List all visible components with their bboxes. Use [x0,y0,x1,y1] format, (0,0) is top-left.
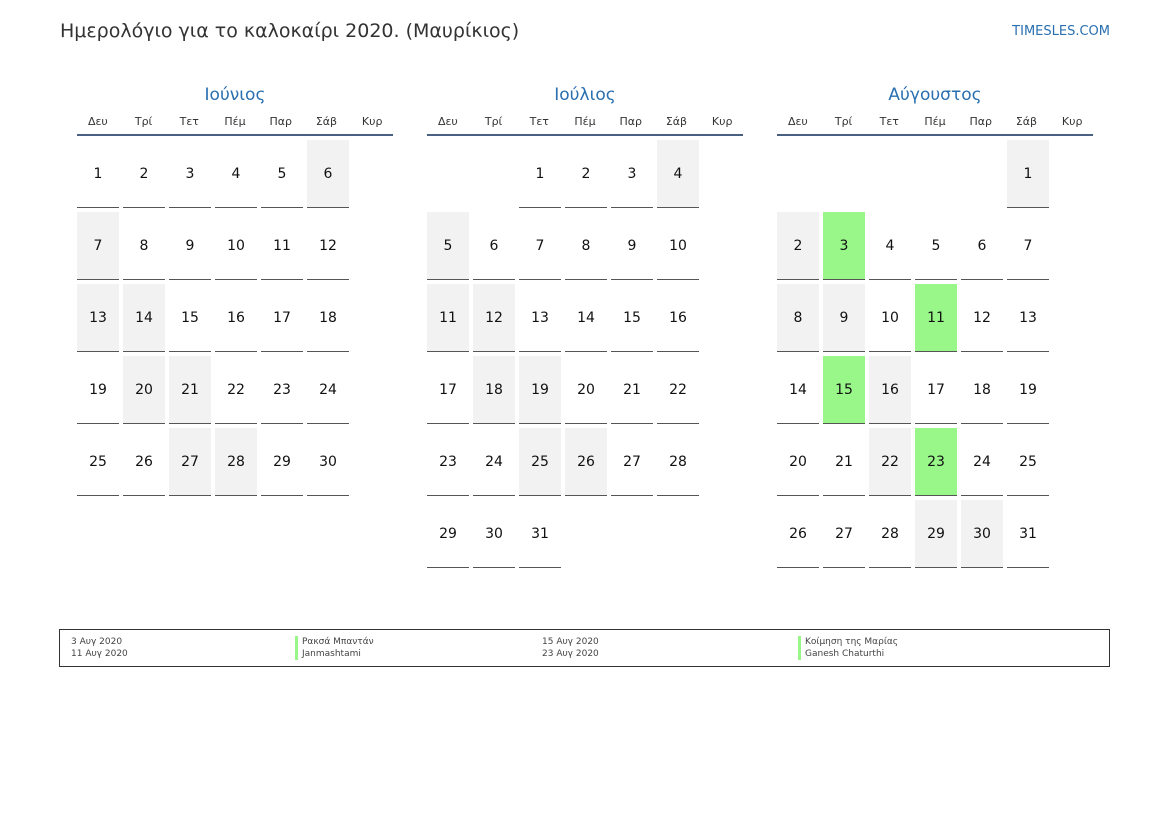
day-cell: 29 [261,428,303,496]
day-cell: 13 [77,284,119,352]
weekday-label: Τετ [879,114,899,128]
weekday-label: Τετ [179,114,199,128]
weekday-label: Παρ [269,114,292,128]
day-cell: 12 [473,284,515,352]
day-cell: 5 [427,212,469,280]
weekday-label: Δευ [787,114,808,128]
day-cell: 29 [427,500,469,568]
day-cell: 20 [777,428,819,496]
legend-date: 23 Αυγ 2020 [542,649,599,659]
day-cell: 21 [823,428,865,496]
day-cell: 3 [169,140,211,208]
day-cell: 17 [261,284,303,352]
legend-date: 15 Αυγ 2020 [542,637,599,647]
day-cell: 7 [519,212,561,280]
day-cell: 27 [823,500,865,568]
day-cell: 12 [961,284,1003,352]
weekday-header [427,108,743,136]
legend-holiday-name: Ρακσά Μπαντάν [295,636,374,648]
day-cell: 1 [1007,140,1049,208]
weekday-label: Δευ [87,114,108,128]
day-cell: 14 [777,356,819,424]
day-cell: 7 [1007,212,1049,280]
month-name: Ιούνιος [204,85,266,105]
day-cell: 23 [427,428,469,496]
day-cell: 16 [657,284,699,352]
legend-names-col-1 [295,636,374,660]
day-cell: 15 [169,284,211,352]
day-cell: 14 [565,284,607,352]
weekday-label: Παρ [619,114,642,128]
day-cell: 7 [77,212,119,280]
day-grid [427,140,743,568]
day-cell: 16 [869,356,911,424]
legend-date: 3 Αυγ 2020 [71,637,123,647]
day-cell: 30 [473,500,515,568]
day-cell: 26 [565,428,607,496]
day-cell: 21 [611,356,653,424]
day-cell: 2 [123,140,165,208]
site-link[interactable]: TIMESLES.COM [1012,24,1110,39]
day-cell: 22 [657,356,699,424]
legend-holiday-name: Janmashtami [295,648,374,660]
day-cell: 20 [123,356,165,424]
day-cell: 6 [473,212,515,280]
day-cell: 30 [307,428,349,496]
day-cell: 27 [169,428,211,496]
holiday-legend [59,629,1110,667]
day-cell: 22 [869,428,911,496]
day-cell: 10 [657,212,699,280]
day-cell: 24 [961,428,1003,496]
day-cell: 1 [77,140,119,208]
day-cell: 18 [961,356,1003,424]
weekday-label: Πέμ [924,114,946,128]
weekday-label: Τρί [834,114,853,128]
day-cell: 25 [77,428,119,496]
day-cell: 28 [215,428,257,496]
weekday-label: Κυρ [361,114,383,128]
day-cell: 10 [215,212,257,280]
holiday-day-cell: 3 [823,212,865,280]
day-cell: 18 [473,356,515,424]
day-cell: 19 [1007,356,1049,424]
holiday-day-cell: 11 [915,284,957,352]
empty-cell [869,140,911,208]
weekday-label: Τρί [484,114,503,128]
day-cell: 16 [215,284,257,352]
day-cell: 9 [169,212,211,280]
weekday-label: Σάβ [665,114,688,128]
day-cell: 23 [261,356,303,424]
day-cell: 31 [519,500,561,568]
day-cell: 5 [915,212,957,280]
day-cell: 25 [519,428,561,496]
month-name: Αύγουστος [888,85,982,105]
day-cell: 8 [777,284,819,352]
holiday-day-cell: 15 [823,356,865,424]
day-cell: 4 [657,140,699,208]
day-cell: 2 [565,140,607,208]
day-cell: 20 [565,356,607,424]
legend-holiday-name: Κοίμηση της Μαρίας [798,636,898,648]
day-cell: 28 [657,428,699,496]
empty-cell [427,140,469,208]
day-cell: 11 [427,284,469,352]
day-cell: 31 [1007,500,1049,568]
weekday-label: Κυρ [711,114,733,128]
holiday-day-cell: 23 [915,428,957,496]
day-cell: 25 [1007,428,1049,496]
day-cell: 28 [869,500,911,568]
day-cell: 9 [823,284,865,352]
weekday-label: Πέμ [224,114,246,128]
weekday-label: Πέμ [574,114,596,128]
day-cell: 8 [123,212,165,280]
day-cell: 12 [307,212,349,280]
empty-cell [915,140,957,208]
legend-dates-col-1 [71,636,128,660]
empty-cell [777,140,819,208]
day-cell: 22 [215,356,257,424]
day-cell: 29 [915,500,957,568]
weekday-label: Κυρ [1061,114,1083,128]
day-cell: 24 [307,356,349,424]
month-name: Ιούλιος [554,85,616,105]
day-cell: 9 [611,212,653,280]
day-cell: 14 [123,284,165,352]
day-cell: 26 [777,500,819,568]
day-cell: 11 [261,212,303,280]
day-cell: 13 [1007,284,1049,352]
legend-date: 11 Αυγ 2020 [71,649,128,659]
day-cell: 19 [519,356,561,424]
page-title: Ημερολόγιο για το καλοκαίρι 2020. (Μαυρίκιος) [60,20,520,42]
day-grid [777,140,1093,568]
day-cell: 30 [961,500,1003,568]
day-cell: 10 [869,284,911,352]
weekday-label: Σάβ [315,114,338,128]
weekday-label: Τρί [134,114,153,128]
day-cell: 2 [777,212,819,280]
day-cell: 15 [611,284,653,352]
legend-names-col-2 [798,636,898,660]
legend-holiday-name: Ganesh Chaturthi [798,648,898,660]
weekday-label: Παρ [969,114,992,128]
month-august [777,82,1093,568]
day-cell: 19 [77,356,119,424]
day-cell: 26 [123,428,165,496]
weekday-label: Τετ [529,114,549,128]
day-cell: 17 [427,356,469,424]
day-cell: 21 [169,356,211,424]
day-cell: 27 [611,428,653,496]
month-june [77,82,393,496]
day-cell: 3 [611,140,653,208]
day-cell: 24 [473,428,515,496]
day-cell: 5 [261,140,303,208]
weekday-header [77,108,393,136]
day-cell: 6 [307,140,349,208]
empty-cell [473,140,515,208]
day-cell: 1 [519,140,561,208]
month-july [427,82,743,568]
day-grid [77,140,393,496]
day-cell: 13 [519,284,561,352]
weekday-label: Σάβ [1015,114,1038,128]
day-cell: 4 [869,212,911,280]
day-cell: 6 [961,212,1003,280]
day-cell: 18 [307,284,349,352]
day-cell: 17 [915,356,957,424]
weekday-label: Δευ [437,114,458,128]
empty-cell [823,140,865,208]
day-cell: 4 [215,140,257,208]
legend-dates-col-2 [542,636,599,660]
empty-cell [961,140,1003,208]
day-cell: 8 [565,212,607,280]
weekday-header [777,108,1093,136]
